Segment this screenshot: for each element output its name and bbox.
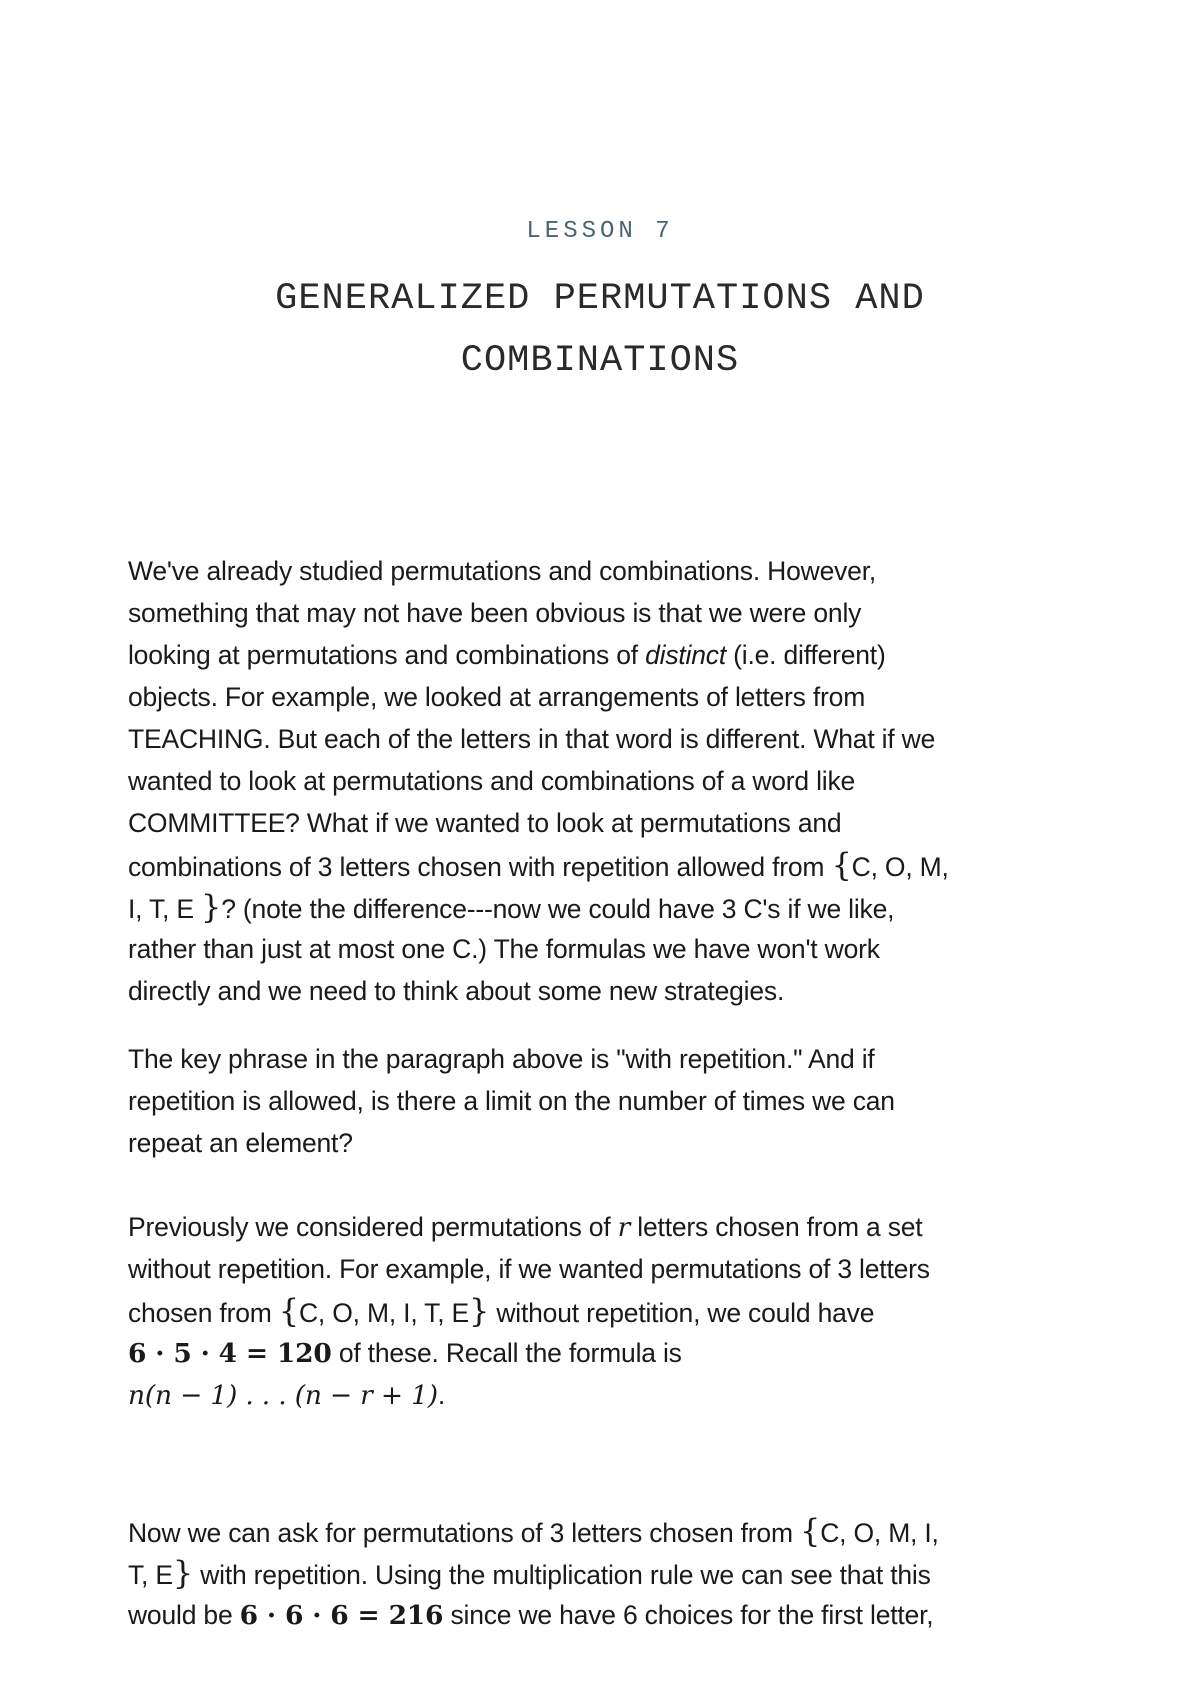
text-line: COMMITTEE? What if we wanted to look at permutations and <box>128 808 842 838</box>
text-line: without repetition. For example, if we wanted permutations of 3 letters <box>128 1254 930 1284</box>
text-line: directly and we need to think about some new strategies. <box>128 976 785 1006</box>
open-brace: { <box>800 1512 821 1550</box>
math-variable-r: r <box>617 1212 631 1243</box>
text-line: TEACHING. But each of the letters in that word is different. What if we <box>128 724 936 754</box>
title-line-1: GENERALIZED PERMUTATIONS AND <box>275 278 925 320</box>
math-formula-permutation: n(n − 1) . . . (n − r + 1) <box>128 1380 438 1411</box>
emphasis-distinct: distinct <box>645 640 726 670</box>
text-line: wanted to look at permutations and combinations of a word like <box>128 766 856 796</box>
text-line: objects. For example, we looked at arrangements of letters from <box>128 682 866 712</box>
open-brace: { <box>831 846 852 884</box>
lesson-label: LESSON 7 <box>526 218 674 245</box>
math-expression-216: 6 · 6 · 6 = 216 <box>239 1600 444 1631</box>
title-line-2: COMBINATIONS <box>460 340 740 382</box>
close-brace: } <box>469 1292 490 1330</box>
text-line: looking at permutations and combinations of distinct (i.e. different) <box>128 640 886 670</box>
paragraph-2 <box>128 1038 1103 1164</box>
text-line: The key phrase in the paragraph above is "with repetition." And if <box>128 1044 875 1074</box>
text-line: repeat an element? <box>128 1128 353 1158</box>
close-brace: } <box>201 888 222 926</box>
text-line: rather than just at most one C.) The formulas we have won't work <box>128 934 880 964</box>
text-line: Now we can ask for permutations of 3 letters chosen from {C, O, M, I, <box>128 1512 939 1550</box>
paragraph-3 <box>128 1206 1103 1416</box>
close-brace: } <box>172 1554 194 1592</box>
text-line: n(n − 1) . . . (n − r + 1). <box>128 1380 446 1411</box>
text-line: 6 · 5 · 4 = 120 of these. Recall the formula is <box>128 1338 682 1369</box>
text-line: would be 6 · 6 · 6 = 216 since we have 6 choices for the first letter, <box>128 1600 934 1631</box>
paragraph-1 <box>128 550 1103 1012</box>
text-line: combinations of 3 letters chosen with repetition allowed from {C, O, M, <box>128 846 949 884</box>
text-line: something that may not have been obvious is that we were only <box>128 598 862 628</box>
text-line: I, T, E }? (note the difference---now we could have 3 C's if we like, <box>128 888 895 926</box>
text-line: We've already studied permutations and combinations. However, <box>128 556 877 586</box>
text-line: repetition is allowed, is there a limit on the number of times we can <box>128 1086 895 1116</box>
open-brace: { <box>278 1292 299 1330</box>
math-expression-120: 6 · 5 · 4 = 120 <box>128 1338 332 1369</box>
text-line: T, E} with repetition. Using the multiplication rule we can see that this <box>128 1554 931 1592</box>
paragraph-4 <box>128 1510 1103 1636</box>
text-line: chosen from {C, O, M, I, T, E} without repetition, we could have <box>128 1292 875 1330</box>
text-line: Previously we considered permutations of r letters chosen from a set <box>128 1212 923 1243</box>
